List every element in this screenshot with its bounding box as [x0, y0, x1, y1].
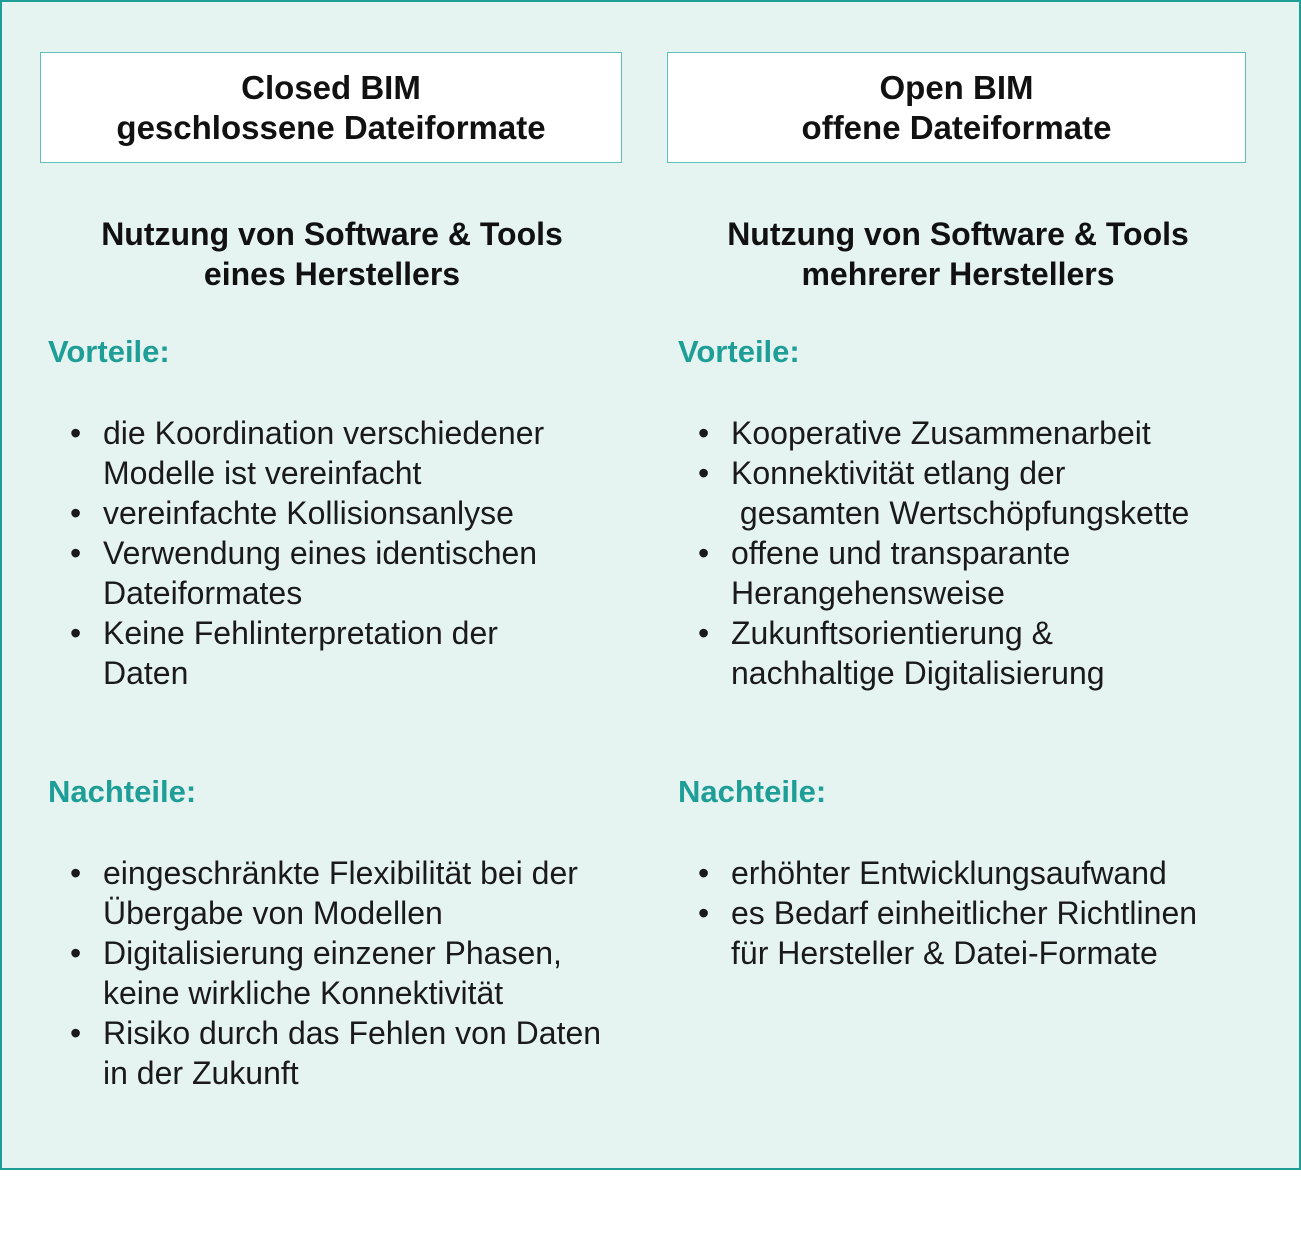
- list-item: [68, 413, 668, 493]
- list-item-text: Digitalisierung einzener Phasen,: [103, 935, 562, 971]
- list-item-text: Daten: [103, 655, 189, 691]
- list-item-text: eingeschränkte Flexibilität bei der: [103, 855, 578, 891]
- list-item-text: Keine Fehlinterpretation der: [103, 615, 498, 651]
- list-item-text: in der Zukunft: [103, 1055, 299, 1091]
- open-bim-title-sub: offene Dateiformate: [801, 108, 1112, 146]
- bullet-icon: •: [698, 855, 710, 891]
- list-item: [696, 533, 1298, 613]
- list-item: [696, 613, 1298, 693]
- list-item-text: Herangehensweise: [731, 575, 1005, 611]
- open-subtitle-line2: mehrerer Herstellers: [801, 256, 1115, 292]
- bullet-icon: •: [698, 455, 710, 491]
- list-item-text: Zukunftsorientierung &: [731, 615, 1053, 651]
- list-item-text: erhöhter Entwicklungsaufwand: [731, 855, 1167, 891]
- bullet-icon: •: [698, 615, 710, 651]
- closed-subtitle-line1: Nutzung von Software & Tools: [101, 216, 563, 252]
- list-item: [68, 853, 668, 933]
- bullet-icon: •: [70, 935, 82, 971]
- closed-bim-title: Closed BIM: [241, 68, 421, 106]
- open-cons-list: [696, 853, 1298, 973]
- list-item-text: nachhaltige Digitalisierung: [731, 655, 1105, 691]
- list-item-text: die Koordination verschiedener: [103, 415, 545, 451]
- list-item-text: keine wirkliche Konnektivität: [103, 975, 504, 1011]
- list-item-text: gesamten Wertschöpfungskette: [731, 495, 1190, 531]
- bullet-icon: •: [70, 415, 82, 451]
- bullet-icon: •: [698, 415, 710, 451]
- list-item: [68, 613, 668, 693]
- closed-cons-list: [68, 853, 668, 1093]
- closed-cons-heading: Nachteile:: [48, 774, 197, 809]
- list-item-text: offene und transparante: [731, 535, 1071, 571]
- closed-subtitle-line2: eines Herstellers: [203, 256, 461, 292]
- open-bim-subtitle: [630, 214, 1286, 294]
- open-cons-heading: Nachteile:: [678, 774, 827, 809]
- bullet-icon: •: [70, 535, 82, 571]
- bullet-icon: •: [698, 535, 710, 571]
- bullet-icon: •: [70, 615, 82, 651]
- list-item: [696, 853, 1298, 893]
- list-item-text: für Hersteller & Datei-Formate: [731, 935, 1158, 971]
- open-bim-title: Open BIM: [879, 68, 1034, 106]
- bullet-icon: •: [70, 1015, 82, 1051]
- list-item-text: Konnektivität etlang der: [731, 455, 1066, 491]
- closed-pros-heading: Vorteile:: [48, 334, 170, 369]
- bullet-icon: •: [70, 855, 82, 891]
- closed-bim-title-box: [40, 52, 622, 163]
- list-item-text: Kooperative Zusammenarbeit: [731, 415, 1151, 451]
- closed-bim-title-sub: geschlossene Dateiformate: [116, 108, 546, 146]
- list-item-text: Modelle ist vereinfacht: [103, 455, 422, 491]
- list-item: [68, 933, 668, 1013]
- list-item: [696, 893, 1298, 973]
- list-item: [696, 453, 1298, 533]
- closed-bim-subtitle: [2, 214, 662, 294]
- list-item-text: Risiko durch das Fehlen von Daten: [103, 1015, 602, 1051]
- list-item: [696, 413, 1298, 453]
- list-item: [68, 533, 668, 613]
- list-item-text: Dateiformates: [103, 575, 303, 611]
- open-bim-title-box: [667, 52, 1246, 163]
- list-item-text: es Bedarf einheitlicher Richtlinen: [731, 895, 1198, 931]
- open-pros-list: [696, 413, 1298, 693]
- list-item-text: Übergabe von Modellen: [103, 895, 443, 931]
- closed-pros-list: [68, 413, 668, 693]
- open-subtitle-line1: Nutzung von Software & Tools: [727, 216, 1189, 252]
- open-pros-heading: Vorteile:: [678, 334, 800, 369]
- bullet-icon: •: [698, 895, 710, 931]
- list-item-text: vereinfachte Kollisionsanlyse: [103, 495, 514, 531]
- list-item: [68, 1013, 668, 1093]
- list-item-text: Verwendung eines identischen: [103, 535, 538, 571]
- list-item: [68, 493, 668, 533]
- bullet-icon: •: [70, 495, 82, 531]
